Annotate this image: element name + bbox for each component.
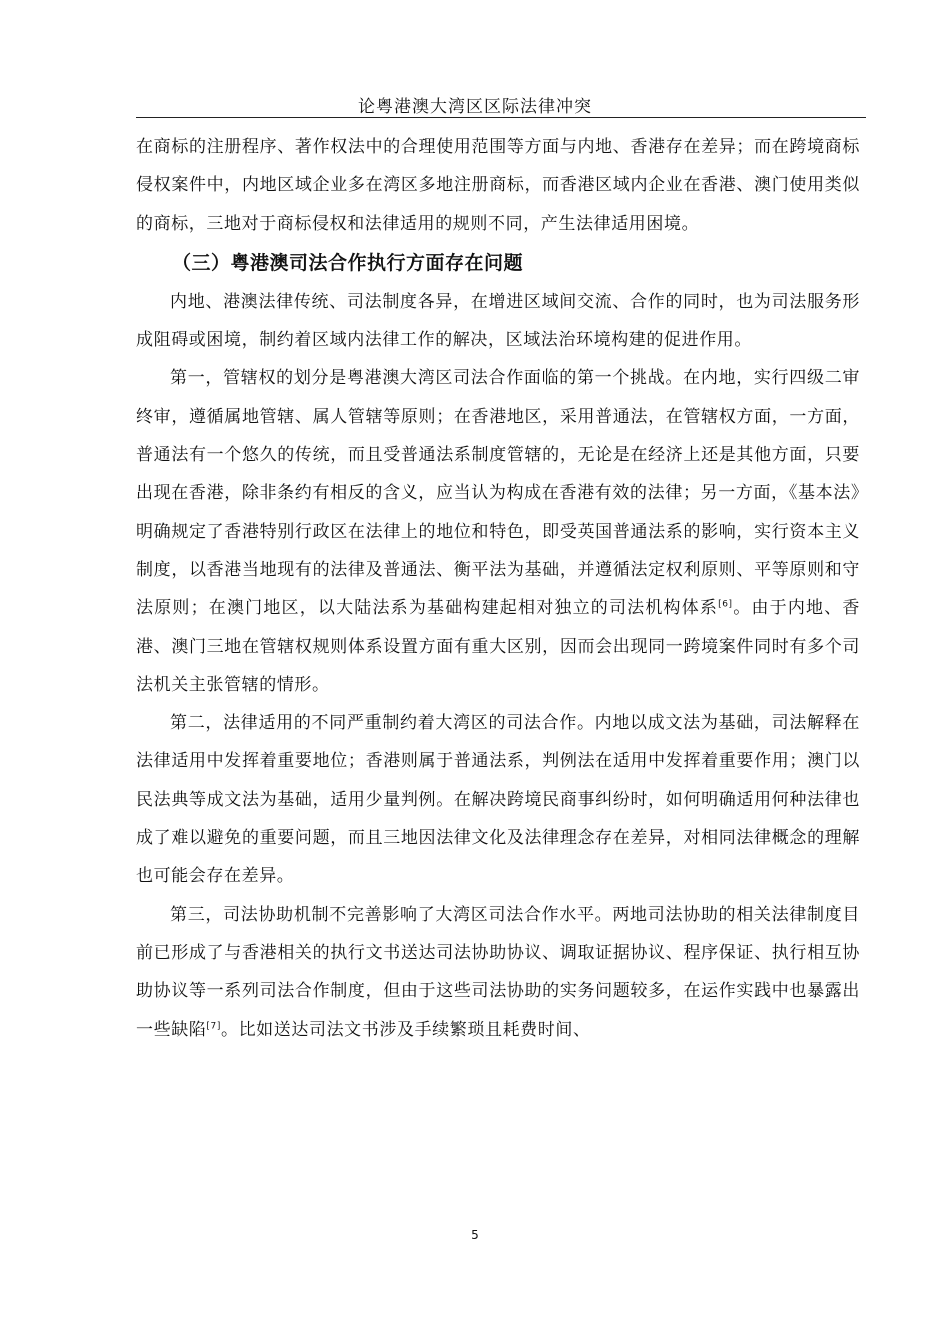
page-number: 5 [471,1228,479,1242]
running-header-title: 论粤港澳大湾区区际法律冲突 [358,97,592,117]
paragraph-law-application: 第二，法律适用的不同严重制约着大湾区的司法合作。内地以成文法为基础，司法解释在法律适用中发挥着重要地位；香港则属于普通法系，判例法在适用中发挥着重要作用；澳门以民法典等成文法为基础，适用少量判例。在解决跨境民商事纠纷时，如何明确适用何种法律也成了难以避免的重要问题，而且三地因法律文化及法律理念存在差异，对相同法律概念的理解也可能会存在差异。 [136,713,860,887]
section-heading: （三）粤港澳司法合作执行方面存在问题 [172,251,524,274]
paragraph-continuation: 在商标的注册程序、著作权法中的合理使用范围等方面与内地、香港存在差异；而在跨境商标侵权案件中，内地区域企业多在湾区多地注册商标，而香港区域内企业在香港、澳门使用类似的商标，三地对于商标侵权和法律适用的规则不同，产生法律适用困境。 [136,137,860,234]
paragraph-jurisdiction-text: 第一，管辖权的划分是粤港澳大湾区司法合作面临的第一个挑战。在内地，实行四级二审终审，遵循属地管辖、属人管辖等原则；在香港地区，采用普通法，在管辖权方面，一方面，普通法有一个悠久的传统，而且受普通法系制度管辖的，无论是在经济上还是其他方面，只要出现在香港，除非条约有相反的含义，应当认为构成在香港有效的法律；另一方面，《基本法》明确规定了香港特别行政区在法律上的地位和特色，即受英国普通法系的影响，实行资本主义制度，以香港当地现有的法律及普通法、衡平法为基础，并遵循法定权利原则、平等原则和守法原则；在澳门地区，以大陆法系为基础构建起相对独立的司法机构体系 [136,368,860,619]
header-divider [136,117,866,118]
paragraph-jurisdiction-text-end: 。由于内地、香港、澳门三地在管辖权规则体系设置方面有重大区别，因而会出现同一跨境案件同时有多个司法机关主张管辖的情形。 [136,598,861,695]
paragraph-intro: 内地、港澳法律传统、司法制度各异，在增进区域间交流、合作的同时，也为司法服务形成阻碍或困境，制约着区域内法律工作的解决，区域法治环境构建的促进作用。 [136,291,860,351]
paragraph-assistance-text-end: 。比如送达司法文书涉及手续繁琐且耗费时间、 [220,1019,591,1040]
paragraph-judicial-assistance [136,896,860,1049]
citation-ref-6: [6] [718,599,733,610]
body-text [136,128,860,1049]
citation-ref-7: [7] [206,1020,221,1031]
paragraph-assistance-text: 第三，司法协助机制不完善影响了大湾区司法合作水平。两地司法协助的相关法律制度目前已形成了与香港相关的执行文书送达司法协助协议、调取证据协议、程序保证、执行相互协助协议等一系列司法合作制度，但由于这些司法协助的实务问题较多，在运作实践中也暴露出一些缺陷 [136,904,860,1040]
paragraph-jurisdiction [136,359,860,704]
